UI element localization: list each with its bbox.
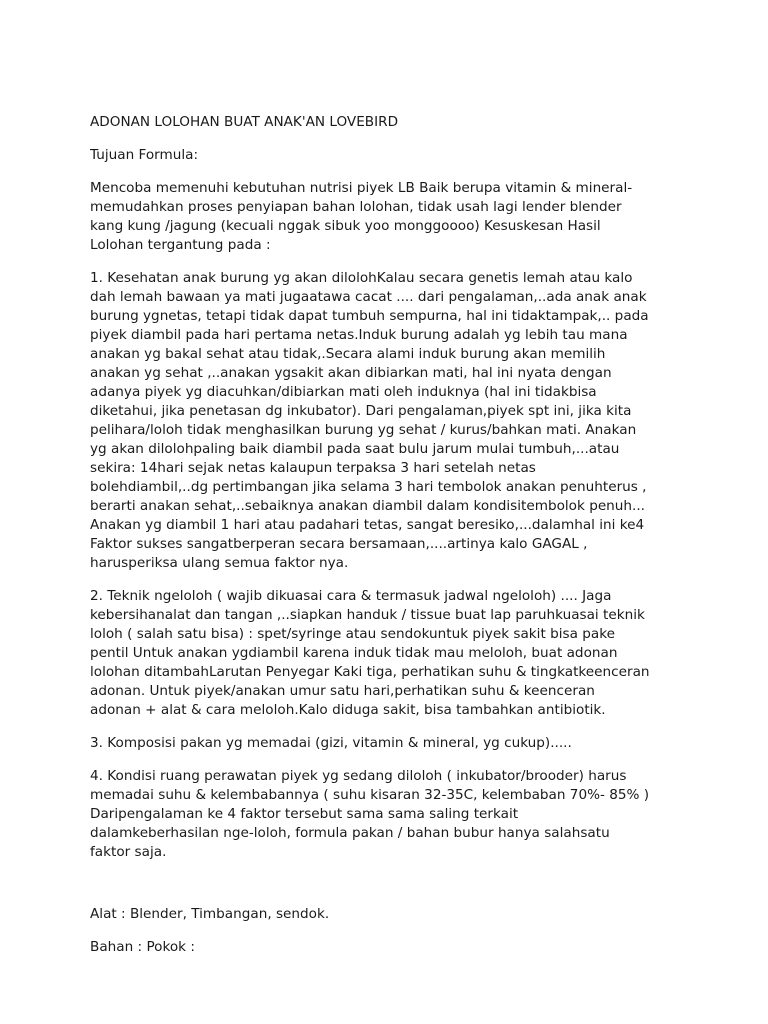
tools-line: Alat : Blender, Timbangan, sendok. — [90, 906, 330, 922]
point-1-paragraph: 1. Kesehatan anak burung yg akan dilolohKalau secara genetis lemah atau kalo dah lemah bawaan ya mati jugaatawa cacat .... dari pengalaman,..ada anak anak burung ygnetas, tetapi tidak dapat tumbuh sempurna, hal ini tidaktampak,.. pada piyek diambil pada hari pertama netas.Induk burung adalah yg lebih tau mana anakan yg bakal sehat atau tidak,.Secara alami induk burung akan memilih anakan yg sehat ,..anakan ygsakit akan dibiarkan mati, hal ini nyata dengan adanya piyek yg diacuhkan/dibiarkan mati oleh induknya (hal ini tidakbisa diketahui, jika penetasan dg inkubator). Dari pengalaman,piyek spt ini, jika kita pelihara/loloh tidak menghasilkan burung yg sehat / kurus/bahkan mati. Anakan yg akan dilolohpaling baik diambil pada saat bulu jarum mulai tumbuh,...atau sekira: 14hari sejak netas kalaupun terpaksa 3 hari setelah netas bolehdiambil,..dg pertimbangan jika selama 3 hari tembolok anakan penuhterus , berarti anakan sehat,..sebaiknya anakan diambil dalam kondisitembolok penuh... Anakan yg diambil 1 hari atau padahari tetas, sangat beresiko,...dalamhal ini ke4 Faktor sukses sangatberperan secara bersamaan,....artinya kalo GAGAL , harusperiksa ulang semua faktor nya. — [90, 270, 649, 571]
point-2-paragraph: 2. Teknik ngeloloh ( wajib dikuasai cara & termasuk jadwal ngeloloh) .... Jaga kebersihanalat dan tangan ,..siapkan handuk / tissue buat lap paruhkuasai teknik loloh ( salah satu bisa) : spet/syringe atau sendokuntuk piyek sakit bisa pake pentil Untuk anakan ygdiambil karena induk tidak mau meloloh, buat adonan lolohan ditambahLarutan Penyegar Kaki tiga, perhatikan suhu & tingkatkeenceran adonan. Untuk piyek/anakan umur satu hari,perhatikan suhu & keenceran adonan + alat & cara meloloh.Kalo diduga sakit, bisa tambahkan antibiotik. — [90, 588, 650, 718]
intro-paragraph: Mencoba memenuhi kebutuhan nutrisi piyek LB Baik berupa vitamin & mineral- memudahkan proses penyiapan bahan lolohan, tidak usah lagi lender blender kang kung /jagung (kecuali nggak sibuk yoo monggoooo) Kesuskesan Hasil Lolohan tergantung pada : — [90, 180, 633, 253]
document-body — [90, 113, 650, 971]
blank-gap — [90, 876, 650, 905]
point-4-paragraph: 4. Kondisi ruang perawatan piyek yg sedang diloloh ( inkubator/brooder) harus memadai suhu & kelembabannya ( suhu kisaran 32-35C, kelembaban 70%- 85% ) Daripengalaman ke 4 faktor tersebut sama sama saling terkait dalamkeberhasilan nge-loloh, formula pakan / bahan bubur hanya salahsatu faktor saja. — [90, 768, 650, 860]
purpose-heading: Tujuan Formula: — [90, 147, 199, 163]
document-title: ADONAN LOLOHAN BUAT ANAK'AN LOVEBIRD — [90, 114, 399, 130]
ingredients-line: Bahan : Pokok : — [90, 939, 195, 955]
point-3-paragraph: 3. Komposisi pakan yg memadai (gizi, vitamin & mineral, yg cukup)..... — [90, 735, 572, 751]
